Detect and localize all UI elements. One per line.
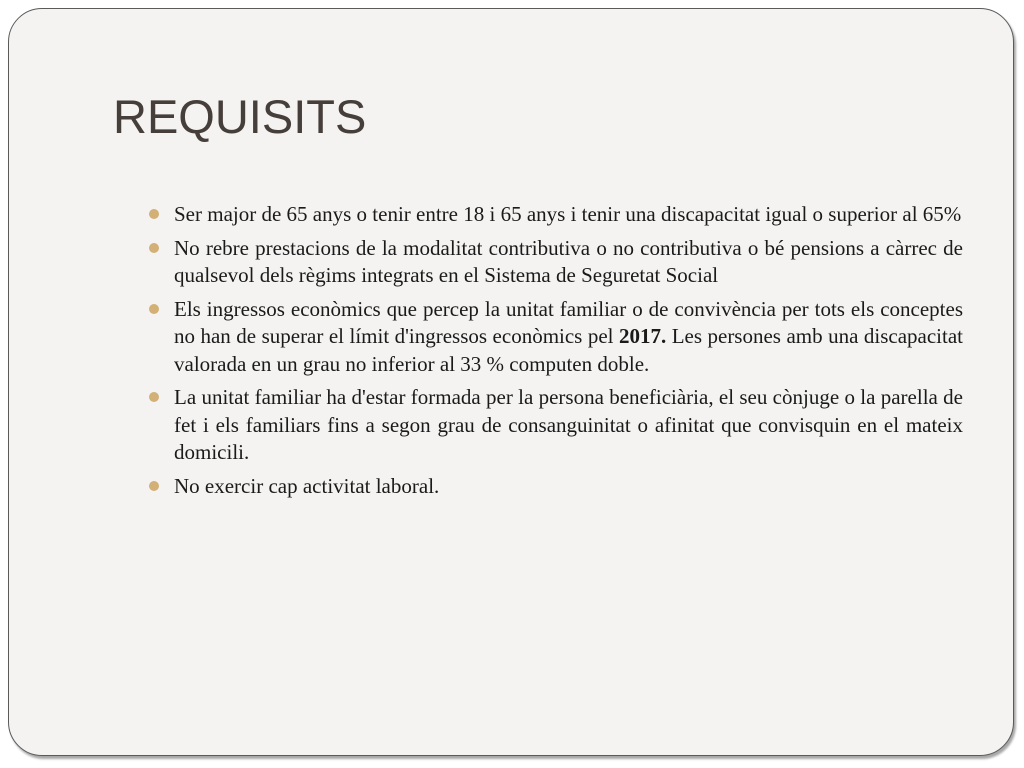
list-item	[147, 201, 963, 229]
list-item	[147, 235, 963, 290]
requirements-list	[147, 201, 963, 506]
list-item-text: La unitat familiar ha d'estar formada per la persona beneficiària, el seu cònjuge o la parella de fet i els familiars fins a segon grau de consanguinitat o afinitat que convisquin en el mateix domicili.	[174, 385, 963, 464]
bullet-dot-icon	[149, 392, 159, 402]
list-item-text: No exercir cap activitat laboral.	[174, 473, 440, 498]
year-highlight: 2017.	[618, 324, 667, 348]
list-item-text-before: Els ingressos econòmics que percep la unitat familiar o de convivència per tots els conceptes no han de superar el límit d'ingressos econòmics pel	[174, 296, 963, 348]
list-item	[147, 296, 963, 379]
slide-title: REQUISITS	[113, 90, 367, 143]
list-item	[147, 473, 963, 501]
list-item	[147, 384, 963, 467]
list-item-text-after: Les persones amb una discapacitat valorada en un grau no inferior al 33 % computen doble.	[174, 324, 963, 376]
bullet-dot-icon	[149, 304, 159, 314]
bullet-dot-icon	[149, 209, 159, 219]
bullet-dot-icon	[149, 481, 159, 491]
bullet-dot-icon	[149, 243, 159, 253]
list-item-text: Ser major de 65 anys o tenir entre 18 i 65 anys i tenir una discapacitat igual o superior al 65%	[174, 202, 962, 226]
list-item-text: No rebre prestacions de la modalitat contributiva o no contributiva o bé pensions a càrrec de qualsevol dels règims integrats en el Sistema de Seguretat Social	[174, 235, 963, 287]
